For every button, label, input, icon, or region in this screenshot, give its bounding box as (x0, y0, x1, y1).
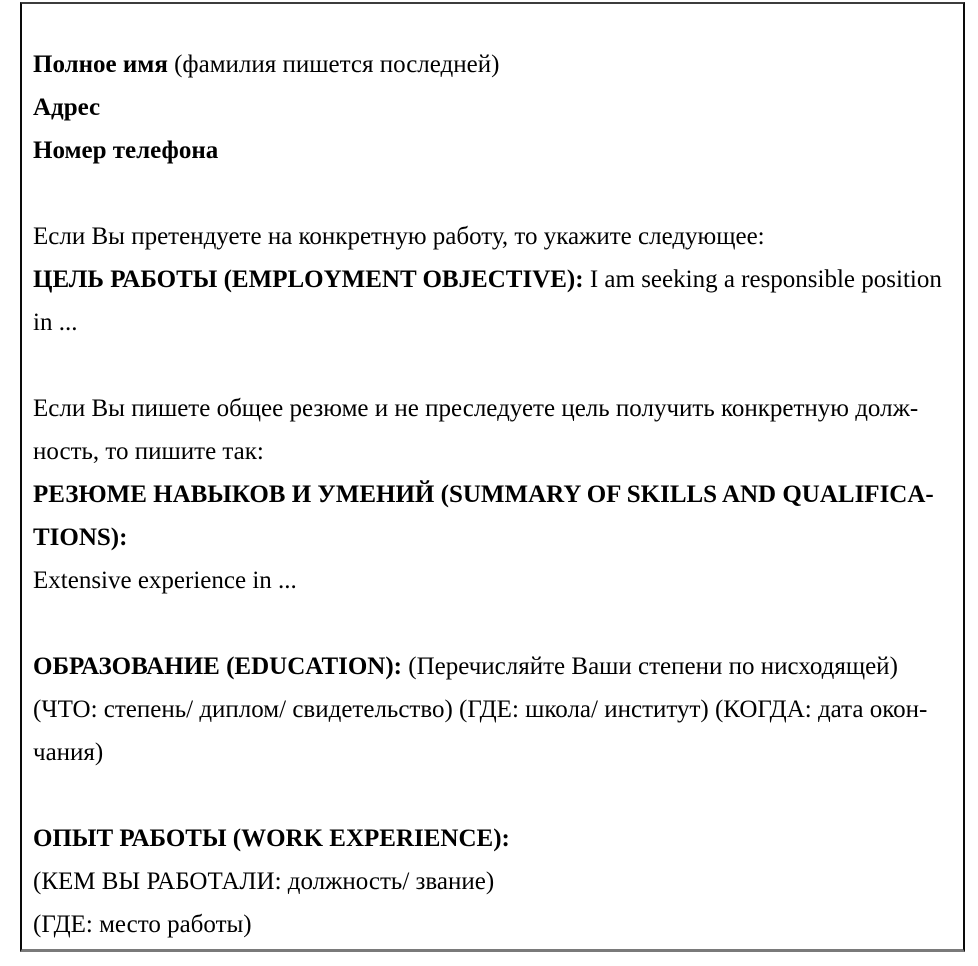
text-run: (КЕМ ВЫ РАБОТАЛИ: должность/ звание) (33, 868, 495, 895)
document-page (20, 2, 965, 952)
document-line (33, 731, 949, 774)
blank-line (33, 602, 949, 645)
blank-line (33, 774, 949, 817)
text-run-bold: РЕЗЮМЕ НАВЫКОВ И УМЕНИЙ (SUMMARY OF SKILLS AND QUALIFICA- (33, 481, 934, 508)
document-line (33, 258, 949, 301)
text-run: (ЧТО: степень/ диплом/ свидетельство) (ГДЕ: школа/ институт) (КОГДА: дата окон- (33, 696, 928, 723)
document-line (33, 129, 949, 172)
document-line (33, 86, 949, 129)
document-line (33, 903, 949, 946)
document-line (33, 860, 949, 903)
document-line (33, 688, 949, 731)
text-run: (фамилия пишется последней) (167, 51, 500, 78)
blank-line (33, 344, 949, 387)
document-line (33, 645, 949, 688)
document-line (33, 301, 949, 344)
document-line (33, 215, 949, 258)
document-line (33, 559, 949, 602)
document-line (33, 817, 949, 860)
document-line (33, 430, 949, 473)
text-run: (ГДЕ: место работы) (33, 911, 252, 938)
text-run-bold: Адрес (33, 94, 101, 121)
text-run-bold: ОПЫТ РАБОТЫ (WORK EXPERIENCE): (33, 825, 510, 852)
text-run-bold: TIONS): (33, 524, 128, 551)
document-line (33, 43, 949, 86)
text-run: чания) (33, 739, 104, 766)
text-run: Extensive experience in ... (33, 567, 297, 594)
blank-line (33, 172, 949, 215)
text-run: Если Вы претендуете на конкретную работу, то укажите следующее: (33, 223, 765, 250)
text-run: I am seeking a responsible position (583, 266, 942, 293)
text-run-bold: ЦЕЛЬ РАБОТЫ (EMPLOYMENT OBJECTIVE): (33, 266, 584, 293)
text-run-bold: Полное имя (33, 51, 168, 78)
document-line (33, 387, 949, 430)
text-run: Если Вы пишете общее резюме и не преследуете цель получить конкретную долж- (33, 395, 919, 422)
text-run-bold: Номер телефона (33, 137, 219, 164)
document-body (33, 43, 949, 946)
document-line (33, 516, 949, 559)
text-run: ность, то пишите так: (33, 438, 264, 465)
text-run: (Перечисляйте Ваши степени по нисходящей) (402, 653, 898, 680)
text-run-bold: ОБРАЗОВАНИЕ (EDUCATION): (33, 653, 403, 680)
text-run: in ... (33, 309, 78, 336)
document-line (33, 473, 949, 516)
